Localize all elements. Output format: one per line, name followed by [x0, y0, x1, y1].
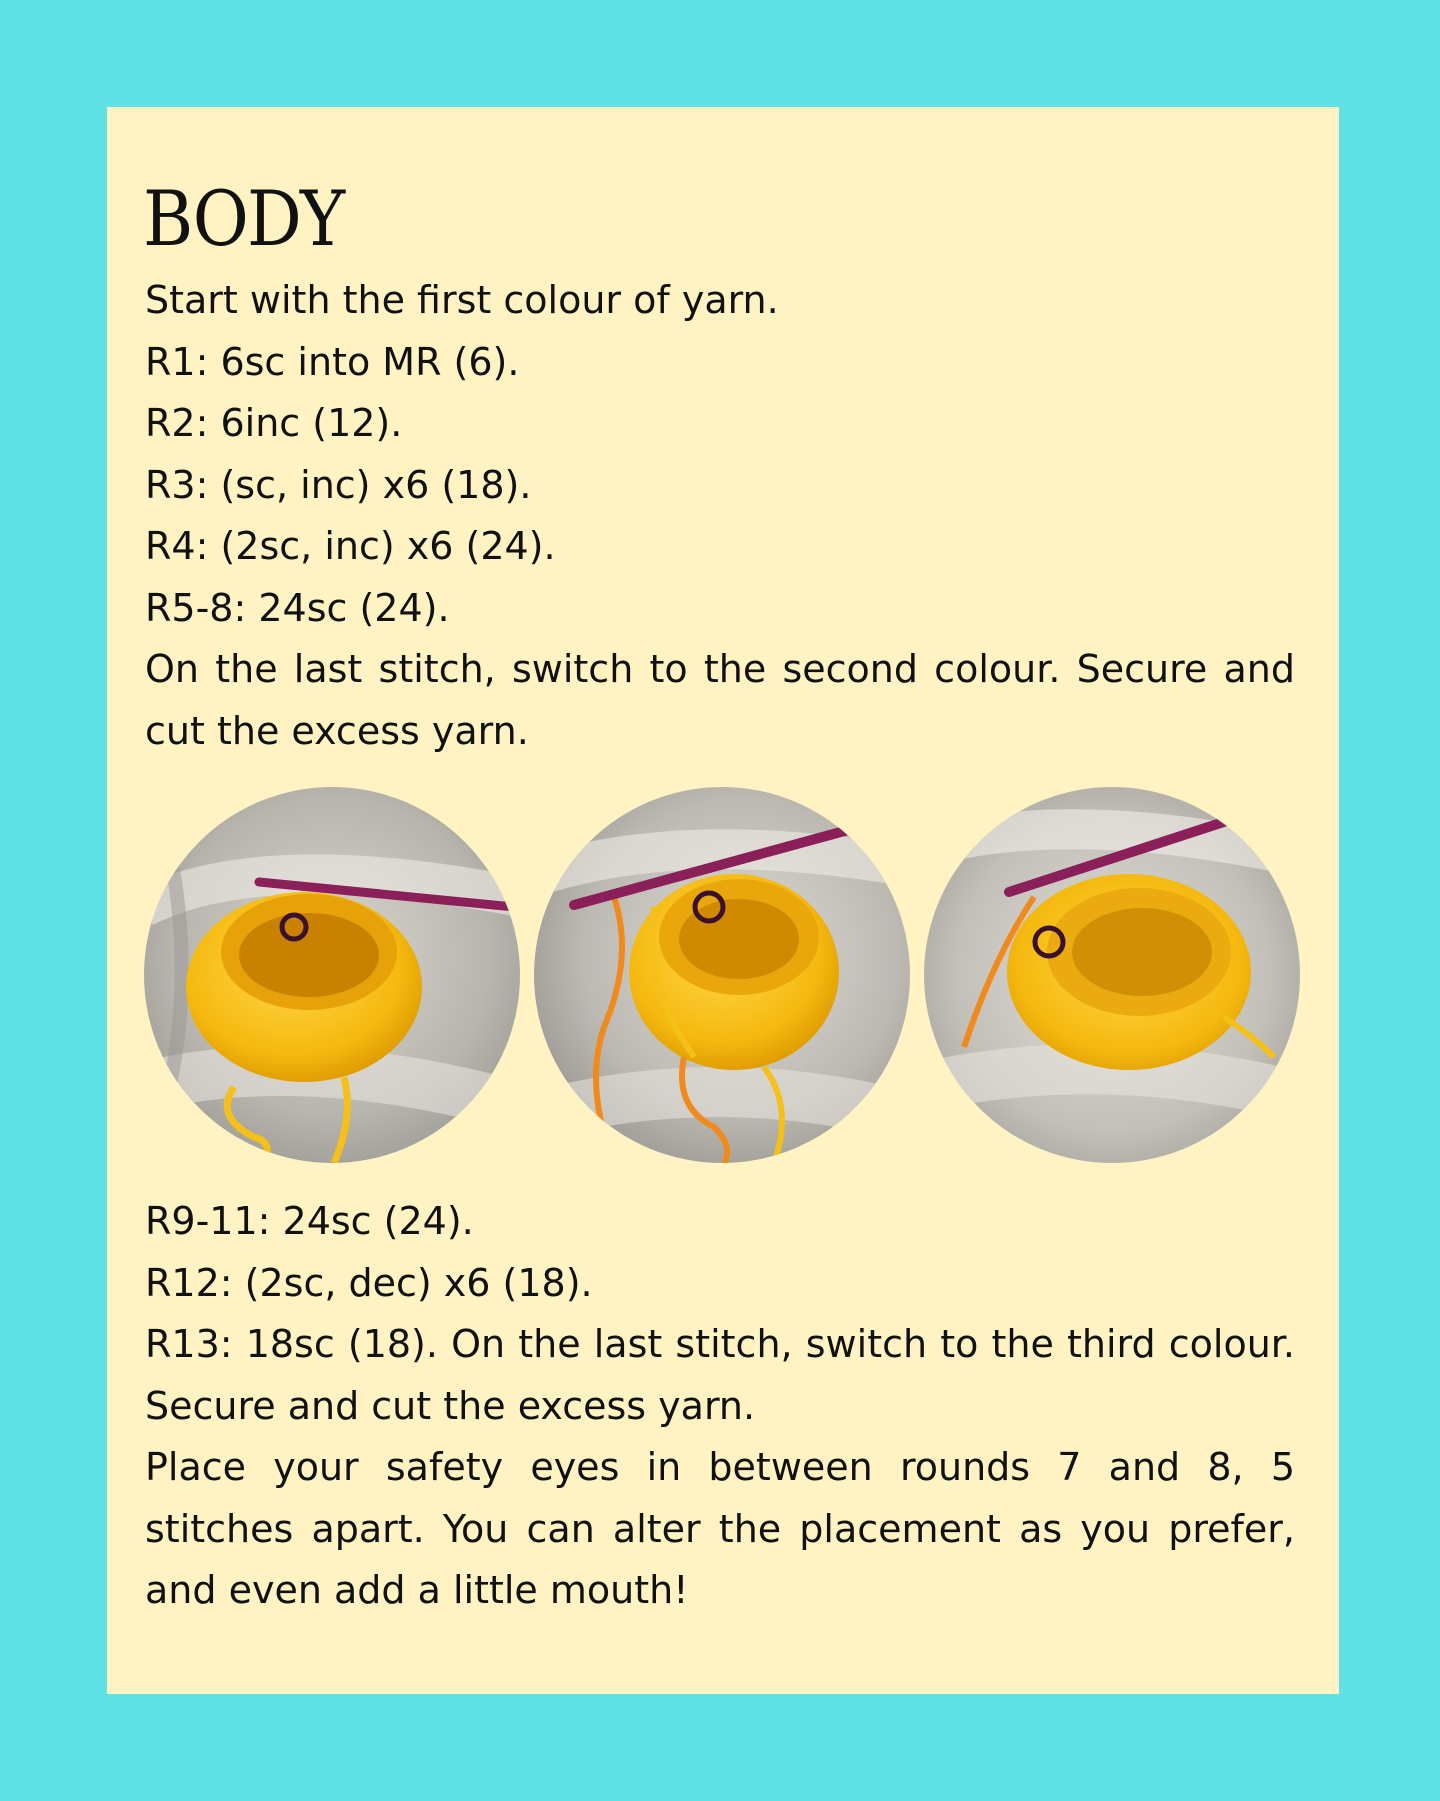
instruction-line: R5-8: 24sc (24). [145, 585, 450, 630]
instruction-line: Start with the first colour of yarn. [145, 278, 779, 322]
instruction-line: R12: (2sc, dec) x6 (18). [145, 1260, 593, 1305]
instructions-part-2 [145, 1191, 1295, 1622]
crochet-step-photo-2 [534, 787, 910, 1163]
instruction-line: R9-11: 24sc (24). [145, 1199, 474, 1243]
instruction-line: R3: (sc, inc) x6 (18). [145, 462, 532, 507]
instruction-paragraph: On the last stitch, switch to the second colour. Secure and cut the excess yarn. [145, 647, 1295, 753]
instruction-line: R4: (2sc, inc) x6 (24). [145, 524, 556, 568]
instruction-line: R1: 6sc into MR (6). [145, 339, 520, 384]
pattern-card [107, 107, 1339, 1694]
instruction-line: R2: 6inc (12). [145, 401, 403, 445]
step-photos [144, 787, 1304, 1167]
instructions-part-1 [145, 270, 1295, 762]
section-title: BODY [143, 174, 344, 263]
instruction-paragraph: Place your safety eyes in between rounds 7 and 8, 5 stitches apart. You can alter the placement as you prefer, and even add a little mouth! [145, 1445, 1295, 1612]
crochet-step-photo-3 [924, 787, 1300, 1163]
crochet-step-photo-1 [144, 787, 520, 1163]
instruction-paragraph: R13: 18sc (18). On the last stitch, switch to the third colour. Secure and cut the excess yarn. [145, 1322, 1295, 1428]
